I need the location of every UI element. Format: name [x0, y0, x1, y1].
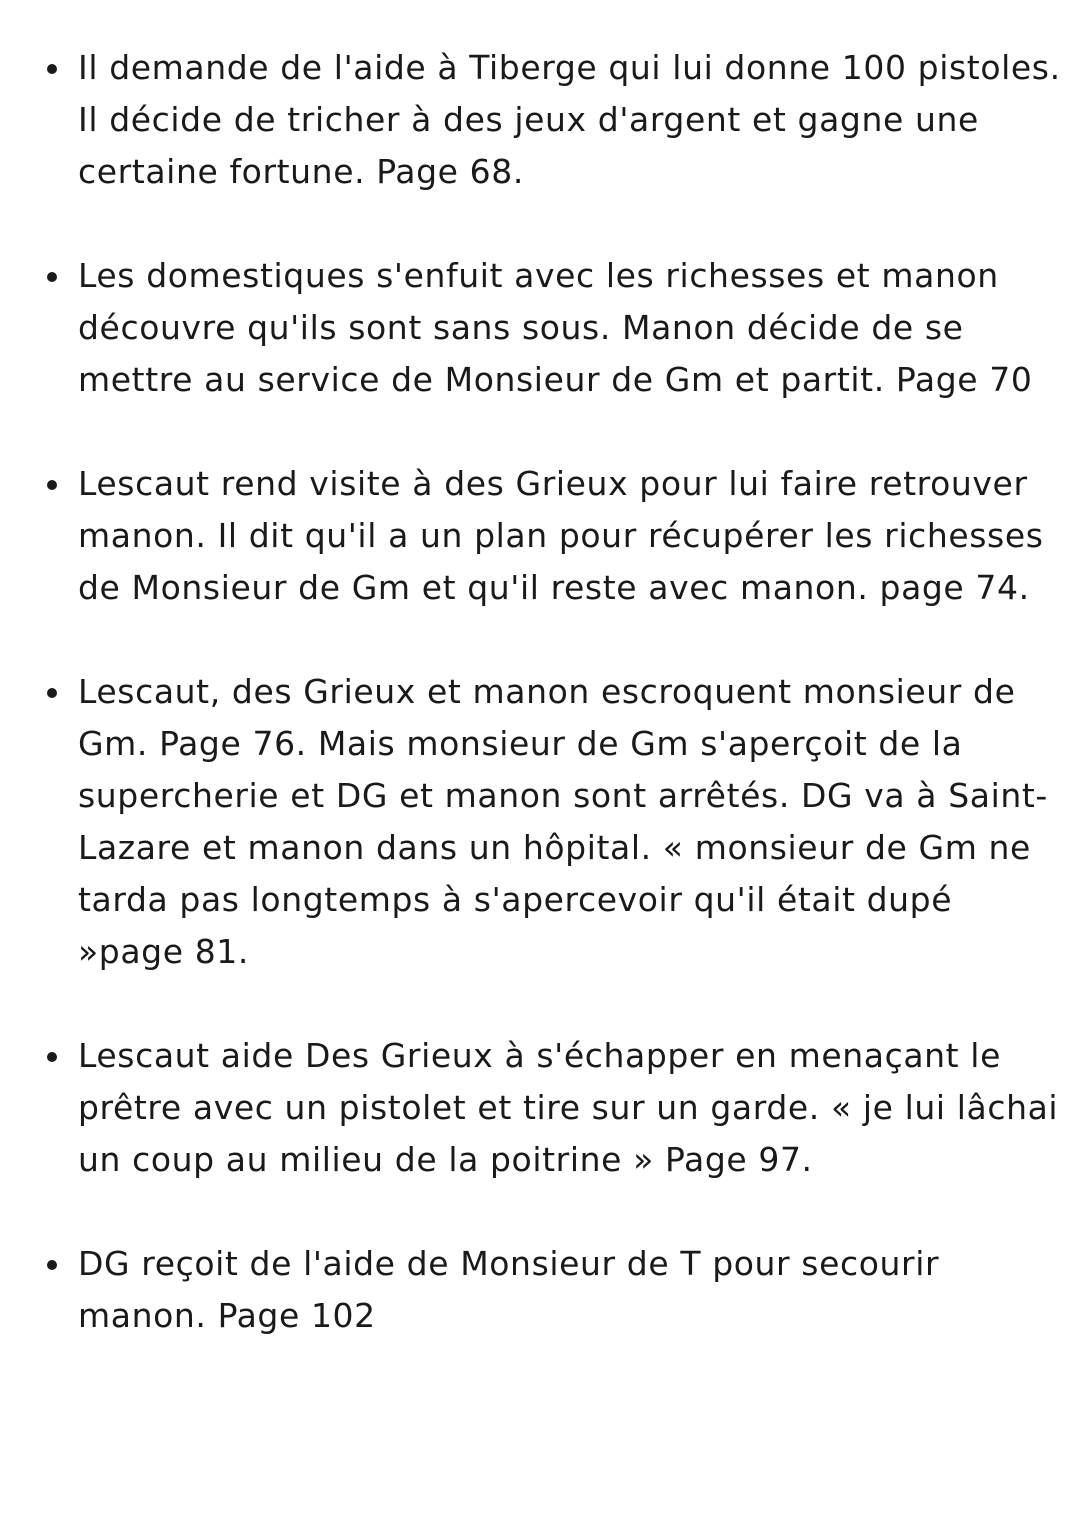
- list-item: [0, 250, 1080, 406]
- notes-list: [0, 42, 1080, 1394]
- list-item: [0, 1030, 1080, 1186]
- item-text: Lescaut rend visite à des Grieux pour lui faire retrouver manon. Il dit qu'il a un plan pour récupérer les richesses de Monsieur de Gm et qu'il reste avec manon. page 74.: [78, 464, 1044, 607]
- list-item: [0, 1238, 1080, 1342]
- bullet-icon: [47, 64, 57, 74]
- item-text: Les domestiques s'enfuit avec les richesses et manon découvre qu'ils sont sans sous. Manon décide de se mettre au service de Monsieur de Gm et partit. Page 70: [78, 256, 1033, 399]
- bullet-icon: [47, 480, 57, 490]
- bullet-icon: [47, 1052, 57, 1062]
- bullet-icon: [47, 1260, 57, 1270]
- item-text: Lescaut aide Des Grieux à s'échapper en menaçant le prêtre avec un pistolet et tire sur un garde. « je lui lâchai un coup au milieu de la poitrine » Page 97.: [78, 1036, 1059, 1179]
- item-text: Il demande de l'aide à Tiberge qui lui donne 100 pistoles. Il décide de tricher à des jeux d'argent et gagne une certaine fortune. Page 68.: [78, 48, 1061, 191]
- list-item: [0, 666, 1080, 978]
- item-text: DG reçoit de l'aide de Monsieur de T pour secourir manon. Page 102: [78, 1244, 940, 1335]
- item-text: Lescaut, des Grieux et manon escroquent monsieur de Gm. Page 76. Mais monsieur de Gm s'aperçoit de la supercherie et DG et manon sont arrêtés. DG va à Saint-Lazare et manon dans un hôpital. « monsieur de Gm ne tarda pas longtemps à s'apercevoir qu'il était dupé »page 81.: [78, 672, 1048, 971]
- list-item: [0, 458, 1080, 614]
- bullet-icon: [47, 688, 57, 698]
- bullet-icon: [47, 272, 57, 282]
- list-item: [0, 42, 1080, 198]
